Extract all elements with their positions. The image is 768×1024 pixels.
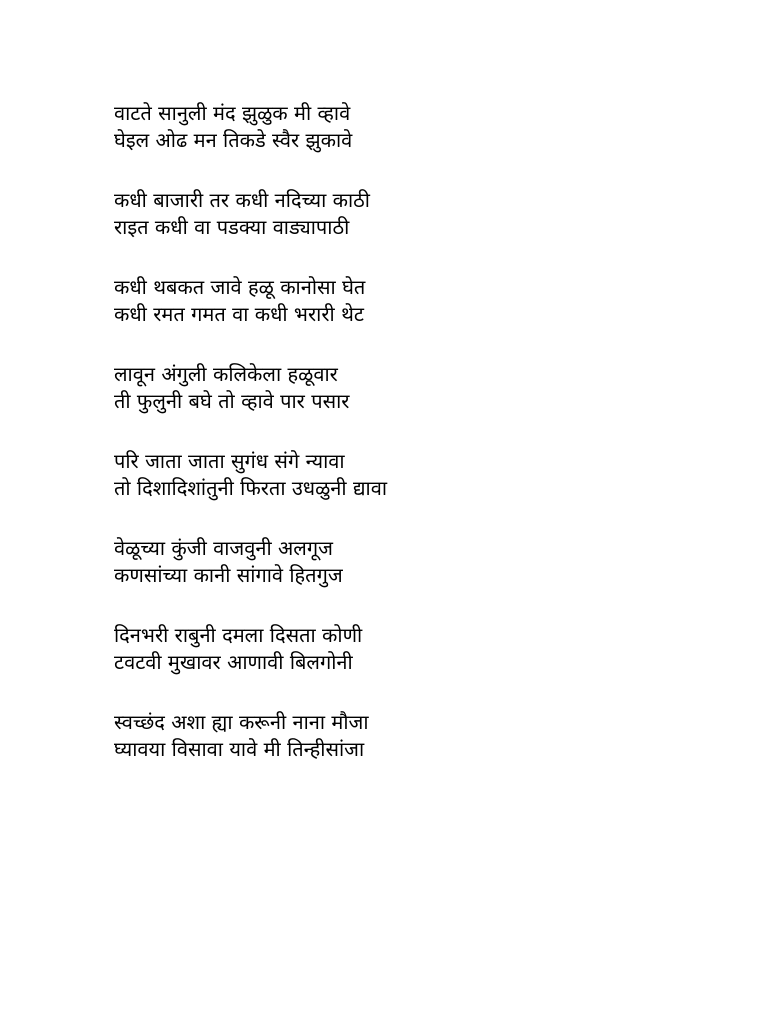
poem-line: राइत कधी वा पडक्या वाड्यापाठी <box>114 215 350 239</box>
stanza-3 <box>114 274 734 328</box>
poem-line: कधी रमत गमत वा कधी भरारी थेट <box>114 302 364 326</box>
poem-line: स्वच्छंद अशा ह्या करूनी नाना मौजा <box>114 710 369 734</box>
poem-line: कधी थबकत जावे हळू कानोसा घेत <box>114 275 366 299</box>
poem <box>114 100 734 796</box>
poem-line: वेळूच्या कुंजी वाजवुनी अलगूज <box>114 536 333 560</box>
poem-line: तो दिशादिशांतुनी फिरता उधळुनी द्यावा <box>114 476 388 500</box>
poem-line: वाटते सानुली मंद झुळुक मी व्हावे <box>114 101 351 125</box>
poem-line: ती फुलुनी बघे तो व्हावे पार पसार <box>114 389 350 413</box>
poem-line: घेइल ओढ मन तिकडे स्वैर झुकावे <box>114 128 353 152</box>
poem-line: कणसांच्या कानी सांगावे हितगुज <box>114 563 343 587</box>
stanza-6 <box>114 535 734 589</box>
stanza-8 <box>114 709 734 763</box>
poem-line: दिनभरी राबुनी दमला दिसता कोणी <box>114 623 363 647</box>
poem-line: परि जाता जाता सुगंध संगे न्यावा <box>114 449 345 473</box>
stanza-4 <box>114 361 734 415</box>
poem-line: लावून अंगुली कलिकेला हळूवार <box>114 362 338 386</box>
stanza-5 <box>114 448 734 502</box>
poem-line: टवटवी मुखावर आणावी बिलगोनी <box>114 650 353 674</box>
stanza-1 <box>114 100 734 154</box>
poem-line: घ्यावया विसावा यावे मी तिन्हीसांजा <box>114 737 365 761</box>
stanza-7 <box>114 622 734 676</box>
poem-line: कधी बाजारी तर कधी नदिच्या काठी <box>114 188 370 212</box>
stanza-2 <box>114 187 734 241</box>
